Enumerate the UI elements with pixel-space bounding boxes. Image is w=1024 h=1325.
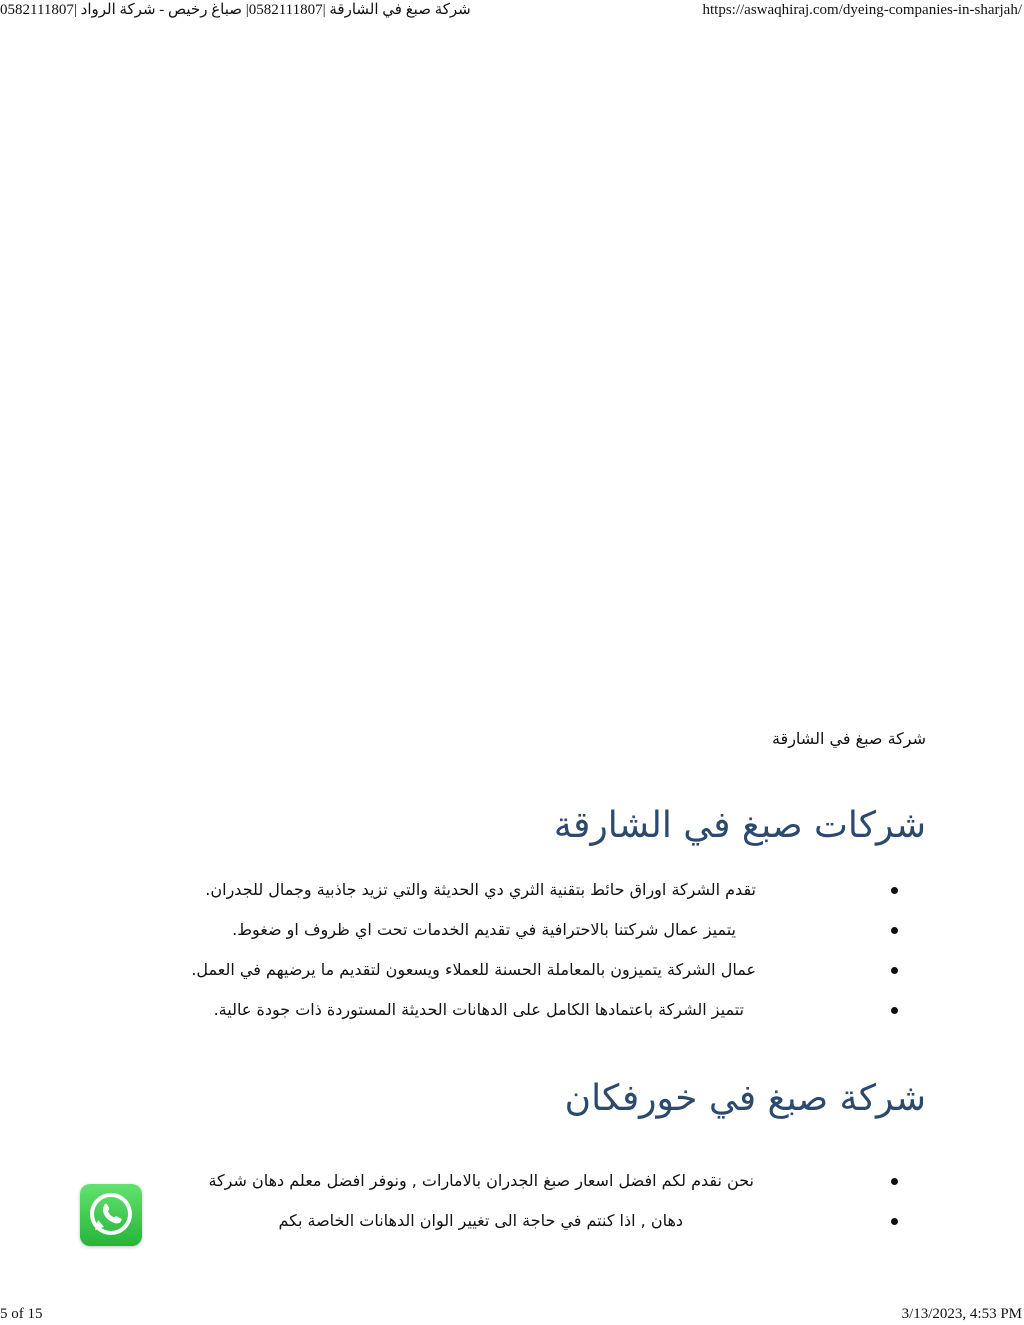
list-item-text: عمال الشركة يتميزون بالمعاملة الحسنة للعملاء ويسعون لتقديم ما يرضيهم في العمل. — [191, 960, 756, 979]
list-item-text: نحن نقدم لكم افضل اسعار صبغ الجدران بالامارات , ونوفر افضل معلم دهان شركة — [208, 1171, 754, 1190]
list-item-text: يتميز عمال شركتنا بالاحترافية في تقديم الخدمات تحت اي ظروف او ضغوط. — [232, 920, 736, 939]
list-item — [90, 1201, 926, 1241]
bullet-list-sharjah — [90, 870, 926, 1030]
list-item — [90, 1161, 926, 1201]
list-item — [90, 950, 926, 990]
print-footer-datetime: 3/13/2023, 4:53 PM — [901, 1306, 1022, 1322]
print-header-url[interactable]: https://aswaqhiraj.com/dyeing-companies-in-sharjah/ — [702, 2, 1022, 18]
bullet-icon — [891, 967, 898, 974]
list-item-text: تتميز الشركة باعتمادها الكامل على الدهانات الحديثة المستوردة ذات جودة عالية. — [213, 1000, 744, 1019]
whatsapp-button[interactable] — [80, 1184, 142, 1246]
bullet-icon — [891, 927, 898, 934]
bullet-list-khorfakkan — [90, 1161, 926, 1241]
print-header-title: شركة صبغ في الشارقة |0582111807| صباغ رخيص - شركة الرواد |0582111807 — [0, 2, 471, 18]
list-item — [90, 910, 926, 950]
section-heading-sharjah: شركات صبغ في الشارقة — [553, 805, 926, 846]
list-item-text: دهان , اذا كنتم في حاجة الى تغيير الوان الدهانات الخاصة بكم — [278, 1211, 683, 1230]
article-content — [90, 728, 926, 1241]
bullet-icon — [891, 1007, 898, 1014]
print-footer-page: 5 of 15 — [0, 1306, 43, 1322]
whatsapp-icon — [80, 1184, 142, 1246]
bullet-icon — [891, 1178, 898, 1185]
list-item — [90, 990, 926, 1030]
list-item — [90, 870, 926, 910]
section-heading-khorfakkan: شركة صبغ في خورفكان — [564, 1078, 926, 1119]
bullet-icon — [891, 1218, 898, 1225]
bullet-icon — [891, 887, 898, 894]
image-caption: شركة صبغ في الشارقة — [771, 729, 926, 748]
list-item-text: تقدم الشركة اوراق حائط بتقنية الثري دي الحديثة والتي تزيد جاذبية وجمال للجدران. — [205, 880, 756, 899]
